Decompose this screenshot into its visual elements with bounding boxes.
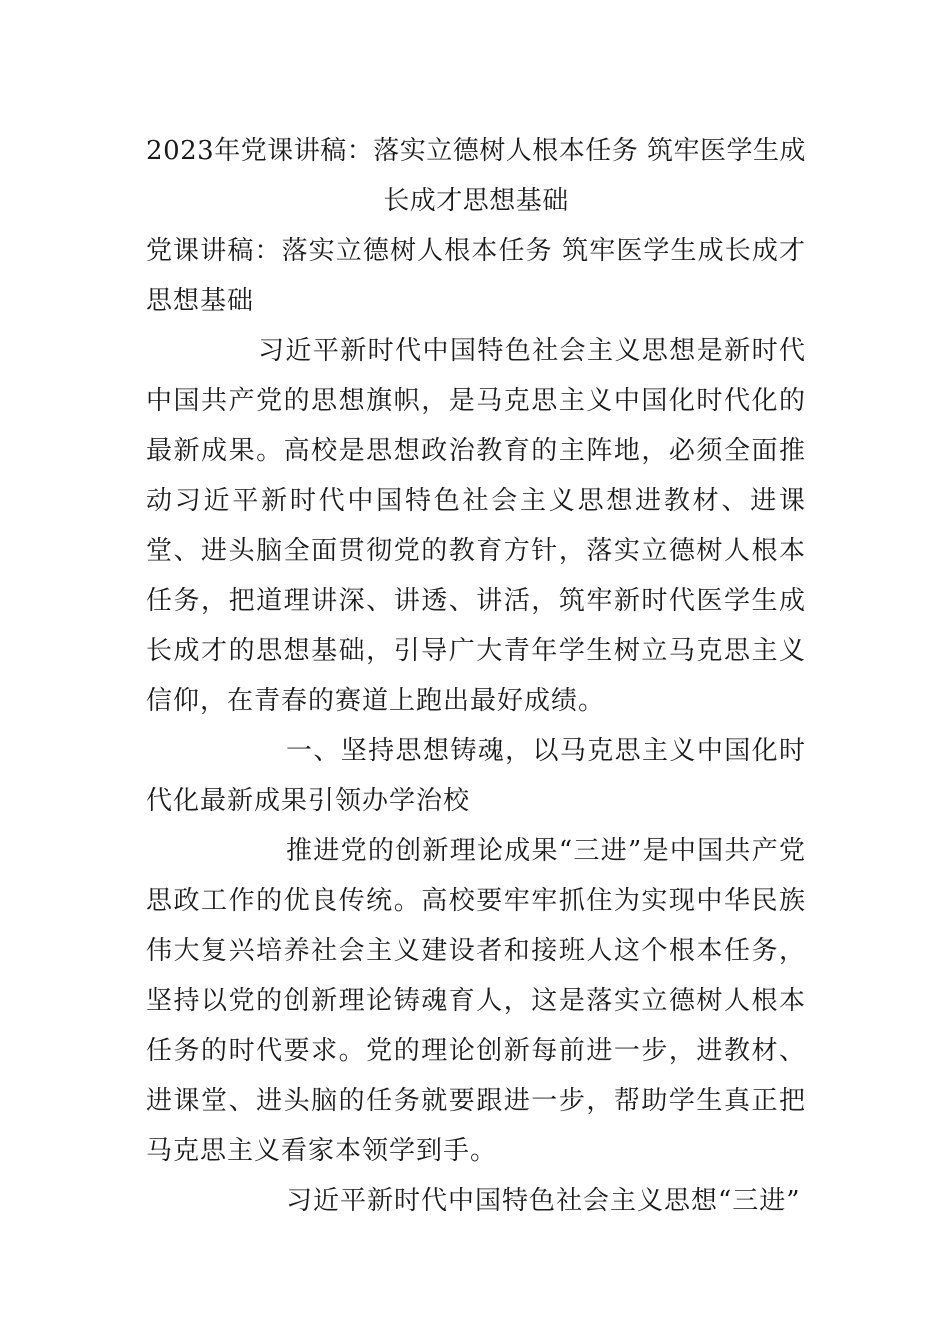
document-subtitle: 党课讲稿：落实立德树人根本任务 筑牢医学生成长成才思想基础: [146, 236, 806, 316]
section-heading-1: 一、坚持思想铸魂，以马克思主义中国化时代化最新成果引领办学治校: [146, 736, 806, 816]
document-title-line-2: 长成才思想基础: [383, 186, 569, 216]
document-title-line-1: 2023年党课讲稿：落实立德树人根本任务 筑牢医学生成: [146, 136, 806, 166]
paragraph-section-1-continued: 习近平新时代中国特色社会主义思想“三进”: [286, 1186, 801, 1216]
paragraph-section-1: 推进党的创新理论成果“三进”是中国共产党思政工作的优良传统。高校要牢牢抓住为实现中华民族伟大复兴培养社会主义建设者和接班人这个根本任务，坚持以党的创新理论铸魂育人，这是落实立德树人根本任务的时代要求。党的理论创新每前进一步，进教材、进课堂、进头脑的任务就要跟进一步，帮助学生真正把马克思主义看家本领学到手。: [146, 836, 806, 1166]
paragraph-intro: 习近平新时代中国特色社会主义思想是新时代中国共产党的思想旗帜，是马克思主义中国化时代化的最新成果。高校是思想政治教育的主阵地，必须全面推动习近平新时代中国特色社会主义思想进教材、进课堂、进头脑全面贯彻党的教育方针，落实立德树人根本任务，把道理讲深、讲透、讲活，筑牢新时代医学生成长成才的思想基础，引导广大青年学生树立马克思主义信仰，在青春的赛道上跑出最好成绩。: [146, 336, 806, 716]
